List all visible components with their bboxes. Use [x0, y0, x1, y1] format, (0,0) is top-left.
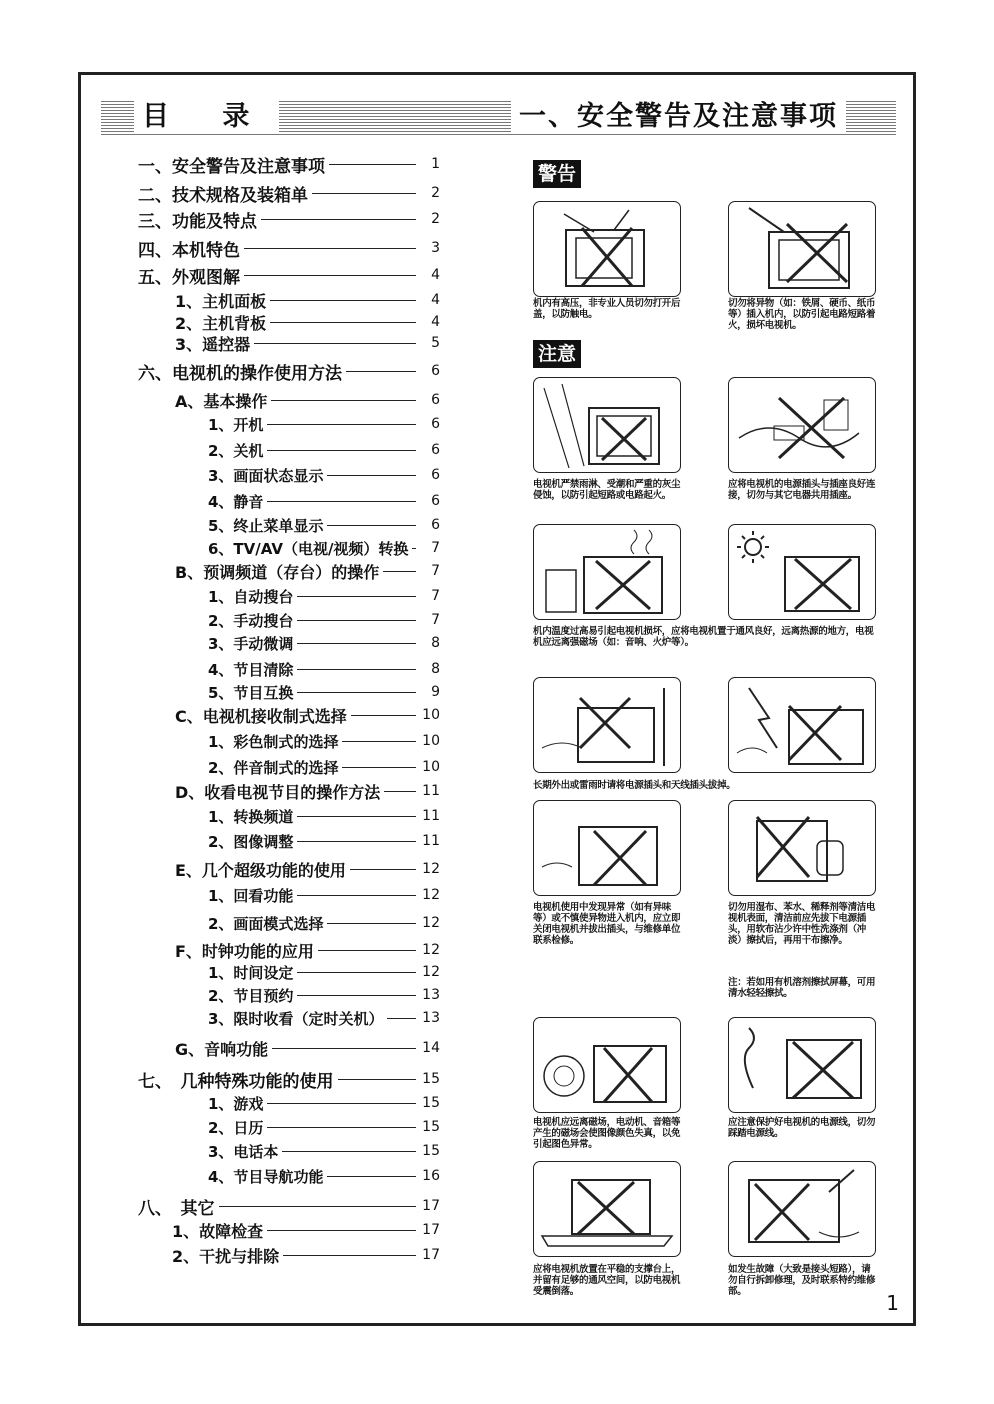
toc-entry-label: 1、故障检查: [172, 1221, 264, 1241]
illustration-stable-stand: [533, 1161, 681, 1257]
toc-leader-line: [219, 1206, 417, 1207]
toc-entry-page: 4: [431, 314, 440, 330]
toc-entry: [138, 1195, 440, 1217]
toc-entry-page: 12: [422, 915, 440, 931]
toc-entry-page: 2: [431, 185, 440, 201]
toc-title: 目 录: [134, 100, 279, 134]
toc-leader-line: [338, 1079, 417, 1080]
toc-entry-label: 5、终止菜单显示: [208, 516, 324, 535]
toc-entry-page: 11: [422, 783, 440, 799]
toc-entry-label: 1、主机面板: [175, 291, 267, 311]
illustration-foreign-objects: [728, 201, 876, 297]
toc-entry: [138, 237, 440, 259]
toc-entry: [208, 514, 440, 536]
toc-entry-label: 2、画面模式选择: [208, 914, 324, 933]
illustration-unplug-2: [728, 677, 876, 773]
toc-entry: [208, 464, 440, 486]
toc-entry: [208, 730, 440, 752]
toc-entry-label: 1、彩色制式的选择: [208, 732, 339, 751]
toc-leader-line: [297, 692, 416, 693]
toc-leader-line: [261, 219, 416, 220]
toc-entry-label: 八、 其它: [138, 1198, 215, 1219]
toc-entry: [208, 1116, 440, 1138]
toc-entry-label: 2、手动搜台: [208, 611, 294, 630]
toc-entry: [138, 1068, 440, 1090]
toc-entry-label: 三、功能及特点: [138, 211, 257, 232]
toc-entry-page: 15: [422, 1143, 440, 1159]
toc-entry-page: 6: [431, 467, 440, 483]
toc-leader-line: [270, 322, 416, 323]
toc-leader-line: [297, 816, 416, 817]
toc-entry: [175, 858, 440, 880]
toc-leader-line: [297, 669, 416, 670]
toc-leader-line: [283, 1255, 416, 1256]
toc-leader-line: [312, 193, 416, 194]
toc-entry: [138, 153, 440, 175]
toc-entry-page: 10: [422, 707, 440, 723]
toc-entry-page: 12: [422, 861, 440, 877]
toc-entry-label: 4、节目清除: [208, 660, 294, 679]
toc-entry-label: 4、节目导航功能: [208, 1167, 324, 1186]
toc-entry: [208, 439, 440, 461]
toc-entry-page: 10: [422, 733, 440, 749]
toc-entry: [208, 681, 440, 703]
toc-entry-page: 6: [431, 442, 440, 458]
toc-entry-label: A、基本操作: [175, 391, 268, 411]
caution-badge: 注意: [533, 340, 581, 368]
toc-entry: [175, 311, 440, 333]
toc-entry-page: 10: [422, 759, 440, 775]
toc-entry-label: 2、主机背板: [175, 313, 267, 333]
toc-leader-line: [244, 248, 416, 249]
toc-leader-line: [412, 548, 416, 549]
toc-entry-label: 5、节目互换: [208, 683, 294, 702]
toc-entry-label: 3、限时收看（定时关机）: [208, 1009, 384, 1028]
caption-cleaning-note: 注：若如用有机溶剂擦拭屏幕，可用清水轻轻擦拭。: [728, 977, 876, 999]
illustration-magnetic-field: [533, 1017, 681, 1113]
toc-entry-label: 1、转换频道: [208, 807, 294, 826]
caption-self-repair: 如发生故障（大致是接头短路），请勿自行拆卸修理，及时联系特约维修部。: [728, 1264, 876, 1297]
toc-leader-line: [297, 895, 416, 896]
illustration-heat-source: [533, 524, 681, 620]
toc-entry-page: 1: [431, 156, 440, 172]
table-of-contents: [0, 0, 450, 1300]
toc-entry-label: 2、干扰与排除: [172, 1246, 280, 1266]
toc-entry-page: 7: [431, 540, 440, 556]
caption-magnetic: 电视机应远离磁场，电动机、音箱等产生的磁场会使图像颜色失真，以免引起图色异常。: [533, 1117, 681, 1150]
toc-entry-page: 2: [431, 211, 440, 227]
caption-rain: 电视机严禁雨淋、受潮和严重的灰尘侵蚀，以防引起短路或电路起火。: [533, 479, 681, 501]
toc-entry-label: 4、静音: [208, 492, 264, 511]
toc-entry-page: 17: [422, 1222, 440, 1238]
toc-entry-page: 13: [422, 1010, 440, 1026]
toc-entry: [208, 490, 440, 512]
toc-entry: [208, 1092, 440, 1114]
toc-entry: [175, 780, 440, 802]
toc-leader-line: [267, 501, 416, 502]
toc-entry-page: 15: [422, 1119, 440, 1135]
toc-entry: [175, 704, 440, 726]
toc-entry: [208, 1140, 440, 1162]
toc-leader-line: [387, 1018, 416, 1019]
toc-entry-label: G、音响功能: [175, 1039, 269, 1059]
toc-entry: [175, 389, 440, 411]
toc-entry: [175, 560, 440, 582]
toc-entry-label: 3、画面状态显示: [208, 466, 324, 485]
page-number: 1: [886, 1291, 899, 1315]
toc-leader-line: [383, 571, 416, 572]
toc-leader-line: [297, 841, 416, 842]
toc-entry-page: 14: [422, 1040, 440, 1056]
toc-entry-label: E、几个超级功能的使用: [175, 860, 346, 880]
toc-entry: [175, 332, 440, 354]
toc-entry-page: 17: [422, 1247, 440, 1263]
toc-leader-line: [351, 715, 416, 716]
toc-entry-page: 15: [422, 1071, 440, 1087]
illustration-back-cover: [533, 201, 681, 297]
toc-entry-page: 12: [422, 942, 440, 958]
caption-foreign-objects: 切勿将异物（如：铁屑、硬币、纸币等）插入机内，以防引起电路短路着火，损坏电视机。: [728, 298, 876, 331]
toc-entry-label: B、预调频道（存台）的操作: [175, 562, 380, 582]
toc-entry-page: 6: [431, 517, 440, 533]
warning-badge: 警告: [533, 160, 581, 188]
toc-entry-label: 2、图像调整: [208, 832, 294, 851]
toc-entry: [208, 1165, 440, 1187]
toc-leader-line: [350, 869, 416, 870]
toc-entry-label: 七、 几种特殊功能的使用: [138, 1071, 334, 1092]
toc-entry-page: 13: [422, 987, 440, 1003]
toc-entry: [208, 413, 440, 435]
toc-leader-line: [297, 596, 416, 597]
toc-leader-line: [318, 950, 416, 951]
toc-leader-line: [244, 275, 416, 276]
caption-stand: 应将电视机放置在平稳的支撑台上，并留有足够的通风空间，以防电视机受震倒落。: [533, 1264, 681, 1297]
illustration-self-repair: [728, 1161, 876, 1257]
caption-power-cord: 应注意保护好电视机的电源线，切勿踩踏电源线。: [728, 1117, 876, 1139]
toc-entry-page: 6: [431, 416, 440, 432]
toc-entry: [138, 182, 440, 204]
toc-entry: [208, 632, 440, 654]
toc-entry: [208, 884, 440, 906]
toc-leader-line: [267, 1103, 416, 1104]
toc-entry-label: 二、技术规格及装箱单: [138, 185, 308, 206]
toc-entry-page: 7: [431, 588, 440, 604]
toc-entry: [208, 912, 440, 934]
toc-leader-line: [297, 972, 416, 973]
toc-leader-line: [346, 371, 416, 372]
toc-entry: [208, 830, 440, 852]
toc-leader-line: [267, 1127, 416, 1128]
toc-leader-line: [254, 343, 416, 344]
toc-entry: [208, 1007, 440, 1029]
toc-leader-line: [267, 450, 416, 451]
toc-entry: [208, 805, 440, 827]
caption-cleaning: 切勿用湿布、苯水、稀释剂等清洁电视机表面，清洁前应先拔下电源插头，用软布沾少许中性洗涤剂（冲淡）擦拭后，再用干布擦净。: [728, 902, 876, 946]
toc-entry: [172, 1244, 440, 1266]
toc-entry: [208, 658, 440, 680]
toc-entry-page: 12: [422, 964, 440, 980]
toc-entry: [172, 1219, 440, 1241]
toc-entry: [138, 208, 440, 230]
toc-leader-line: [297, 643, 416, 644]
illustration-abnormal: [533, 800, 681, 896]
toc-entry-page: 11: [422, 808, 440, 824]
toc-entry: [208, 537, 440, 559]
toc-entry-label: 3、手动微调: [208, 634, 294, 653]
toc-leader-line: [327, 475, 416, 476]
toc-entry-label: 四、本机特色: [138, 240, 240, 261]
toc-entry-label: 五、外观图解: [138, 267, 240, 288]
toc-entry: [175, 939, 440, 961]
toc-entry-page: 4: [431, 292, 440, 308]
toc-entry-label: 2、节目预约: [208, 986, 294, 1005]
toc-entry: [175, 289, 440, 311]
toc-entry-page: 7: [431, 612, 440, 628]
section-title: 一、安全警告及注意事项: [511, 100, 846, 134]
caption-abnormal: 电视机使用中发现异常（如有异味等）或不慎使异物进入机内，应立即关闭电视机并拔出插头，与维修单位联系检修。: [533, 902, 681, 946]
toc-entry-label: D、收看电视节目的操作方法: [175, 782, 381, 802]
toc-entry-label: 一、安全警告及注意事项: [138, 156, 325, 177]
toc-entry-page: 11: [422, 833, 440, 849]
illustration-socket-overload: [728, 377, 876, 473]
toc-leader-line: [384, 791, 416, 792]
toc-entry-label: 2、关机: [208, 441, 264, 460]
toc-entry-label: F、时钟功能的应用: [175, 941, 314, 961]
toc-leader-line: [329, 164, 416, 165]
toc-entry: [138, 360, 440, 382]
toc-entry-page: 16: [422, 1168, 440, 1184]
toc-entry-page: 6: [431, 493, 440, 509]
toc-leader-line: [282, 1151, 416, 1152]
toc-entry-page: 8: [431, 635, 440, 651]
toc-leader-line: [327, 525, 416, 526]
toc-entry: [208, 756, 440, 778]
toc-entry: [208, 984, 440, 1006]
toc-entry: [208, 585, 440, 607]
toc-entry-label: 3、遥控器: [175, 334, 251, 354]
toc-entry-page: 7: [431, 563, 440, 579]
toc-leader-line: [342, 741, 416, 742]
illustration-sunlight: [728, 524, 876, 620]
toc-leader-line: [327, 923, 416, 924]
toc-entry-label: 2、日历: [208, 1118, 264, 1137]
toc-leader-line: [297, 620, 416, 621]
toc-entry: [208, 609, 440, 631]
caption-heat: 机内温度过高易引起电视机损坏，应将电视机置于通风良好，远离热源的地方，电视机应远离强磁场（如：音响、火炉等）。: [533, 626, 874, 648]
toc-leader-line: [267, 1230, 416, 1231]
illustration-power-cord: [728, 1017, 876, 1113]
toc-entry-label: 3、电话本: [208, 1142, 279, 1161]
toc-entry-page: 12: [422, 887, 440, 903]
toc-entry-page: 17: [422, 1198, 440, 1214]
caption-high-voltage: 机内有高压，非专业人员切勿打开后盖，以防触电。: [533, 298, 681, 320]
toc-entry-page: 6: [431, 392, 440, 408]
toc-entry-label: 1、时间设定: [208, 963, 294, 982]
illustration-rain: [533, 377, 681, 473]
toc-entry-label: 1、自动搜台: [208, 587, 294, 606]
illustration-cleaning: [728, 800, 876, 896]
toc-entry-label: 1、游戏: [208, 1094, 264, 1113]
toc-entry-label: 6、TV/AV（电视/视频）转换: [208, 539, 409, 558]
toc-entry-page: 5: [431, 335, 440, 351]
caption-socket: 应将电视机的电源插头与插座良好连接，切勿与其它电器共用插座。: [728, 479, 876, 501]
toc-entry-label: 六、电视机的操作使用方法: [138, 363, 342, 384]
toc-entry: [138, 264, 440, 286]
toc-leader-line: [267, 424, 416, 425]
toc-leader-line: [271, 400, 416, 401]
toc-entry-page: 8: [431, 661, 440, 677]
caption-unplug: 长期外出或雷雨时请将电源插头和天线插头拔掉。: [533, 780, 736, 791]
illustration-unplug-1: [533, 677, 681, 773]
toc-entry-label: 1、回看功能: [208, 886, 294, 905]
toc-leader-line: [272, 1048, 416, 1049]
toc-entry-page: 9: [431, 684, 440, 700]
toc-entry: [208, 961, 440, 983]
toc-entry-label: C、电视机接收制式选择: [175, 706, 347, 726]
toc-leader-line: [297, 995, 416, 996]
toc-entry: [175, 1037, 440, 1059]
toc-entry-label: 1、开机: [208, 415, 264, 434]
toc-entry-page: 3: [431, 240, 440, 256]
toc-leader-line: [327, 1176, 416, 1177]
toc-entry-label: 2、伴音制式的选择: [208, 758, 339, 777]
toc-entry-page: 4: [431, 267, 440, 283]
toc-leader-line: [342, 767, 416, 768]
toc-entry-page: 6: [431, 363, 440, 379]
toc-entry-page: 15: [422, 1095, 440, 1111]
toc-leader-line: [270, 300, 416, 301]
